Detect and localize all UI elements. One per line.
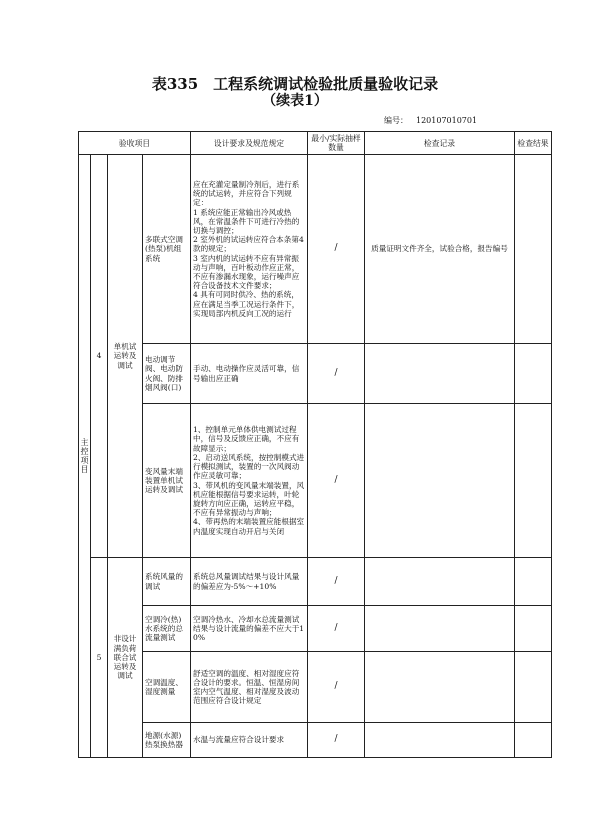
inspection-table (78, 131, 552, 758)
sub-item-name: 空调温度、湿度测量 (143, 652, 191, 723)
document-number (384, 116, 485, 126)
sub-item-name: 电动调节阀、电动防火阀、防排烟风阀(口) (143, 344, 191, 404)
table-row (79, 652, 552, 723)
table-row (79, 404, 552, 558)
header-row (79, 132, 552, 155)
sample-count: / (308, 404, 365, 558)
requirement-text: 舒适空调的温度、相对湿度应符合设计的要求。恒温、恒湿房间室内空气温度、相对湿度及波动范围应符合设计规定 (191, 652, 308, 723)
requirement-text: 手动、电动操作应灵活可靠，信号输出应正确 (191, 344, 308, 404)
page-title: 表335 工程系统调试检验批质量验收记录 (151, 75, 439, 93)
requirement-text: 1、控制单元单体供电测试过程中，信号及反馈应正确，不应有故障显示； 2、启动送风系统，按控制模式进行模拟测试，装置的一次风阀动作应灵敏可靠； 3、带风机的变风量末端装置，风机应能根据信号要求运转，叶轮旋转方向应正确，运转应平稳，不应有异常振动与声响； 4、带再热的末端装置应能根据室内温度实现自动开启与关闭 (191, 404, 308, 558)
header-sample: 最小/实际抽样数量 (308, 132, 365, 155)
inspection-result (515, 404, 552, 558)
inspection-record (365, 344, 515, 404)
document-number-label: 编号： (384, 116, 408, 125)
header-record: 检查记录 (365, 132, 515, 155)
sub-item-name: 地源(水源)热泵换热器 (143, 723, 191, 758)
group-name: 非设计满负荷联合试运转及调试 (108, 558, 143, 758)
group-number: 4 (91, 155, 108, 558)
header-item: 验收项目 (79, 132, 191, 155)
table-row (79, 155, 552, 344)
group-name: 单机试运转及调试 (108, 155, 143, 558)
requirement-text: 系统总风量调试结果与设计风量的偏差应为-5%～+10% (191, 558, 308, 606)
inspection-record (365, 606, 515, 652)
sample-count: / (308, 155, 365, 344)
table-row (79, 606, 552, 652)
requirement-text: 空调冷热水、冷却水总流量测试结果与设计流量的偏差不应大于10% (191, 606, 308, 652)
inspection-result (515, 606, 552, 652)
sample-count: / (308, 344, 365, 404)
requirement-text: 应在充灌定量制冷剂后，进行系统的试运转，并应符合下列规定： 1 系统应能正常输出冷风或热风，在常温条件下可进行冷热的切换与调控； 2 室外机的试运转应符合本条第4款的规定； 3 室内机的试运转不应有异常振动与声响，百叶板动作应正常，不应有渗漏水现象，运行噪声应符合设备技术文件要求； 4 具有可同时供冷、热的系统，应在满足当季工况运行条件下，实现局部内机反向工况的运行 (191, 155, 308, 344)
inspection-result (515, 558, 552, 606)
sub-item-name: 多联式空调(热泵)机组系统 (143, 155, 191, 344)
table-row (79, 723, 552, 758)
inspection-record (365, 723, 515, 758)
sample-count: / (308, 723, 365, 758)
sample-count: / (308, 606, 365, 652)
table-row (79, 344, 552, 404)
category-cell: 主控项目 (79, 155, 91, 758)
sub-item-name: 变风量末端装置单机试运转及调试 (143, 404, 191, 558)
inspection-record (365, 558, 515, 606)
sub-item-name: 系统风量的调试 (143, 558, 191, 606)
inspection-result (515, 344, 552, 404)
requirement-text: 水温与流量应符合设计要求 (191, 723, 308, 758)
inspection-record (365, 652, 515, 723)
group-number: 5 (91, 558, 108, 758)
table-row (79, 558, 552, 606)
inspection-result (515, 155, 552, 344)
header-result: 检查结果 (515, 132, 552, 155)
document-number-value: 120107010701 (416, 116, 478, 125)
inspection-record (365, 404, 515, 558)
inspection-record: 质量证明文件齐全，试验合格，报告编号 (365, 155, 515, 344)
sub-item-name: 空调冷(热)水系统的总流量测试 (143, 606, 191, 652)
inspection-result (515, 723, 552, 758)
page-subtitle: （续表1） (262, 93, 328, 109)
sample-count: / (308, 652, 365, 723)
sample-count: / (308, 558, 365, 606)
header-requirement: 设计要求及规范规定 (191, 132, 308, 155)
inspection-result (515, 652, 552, 723)
